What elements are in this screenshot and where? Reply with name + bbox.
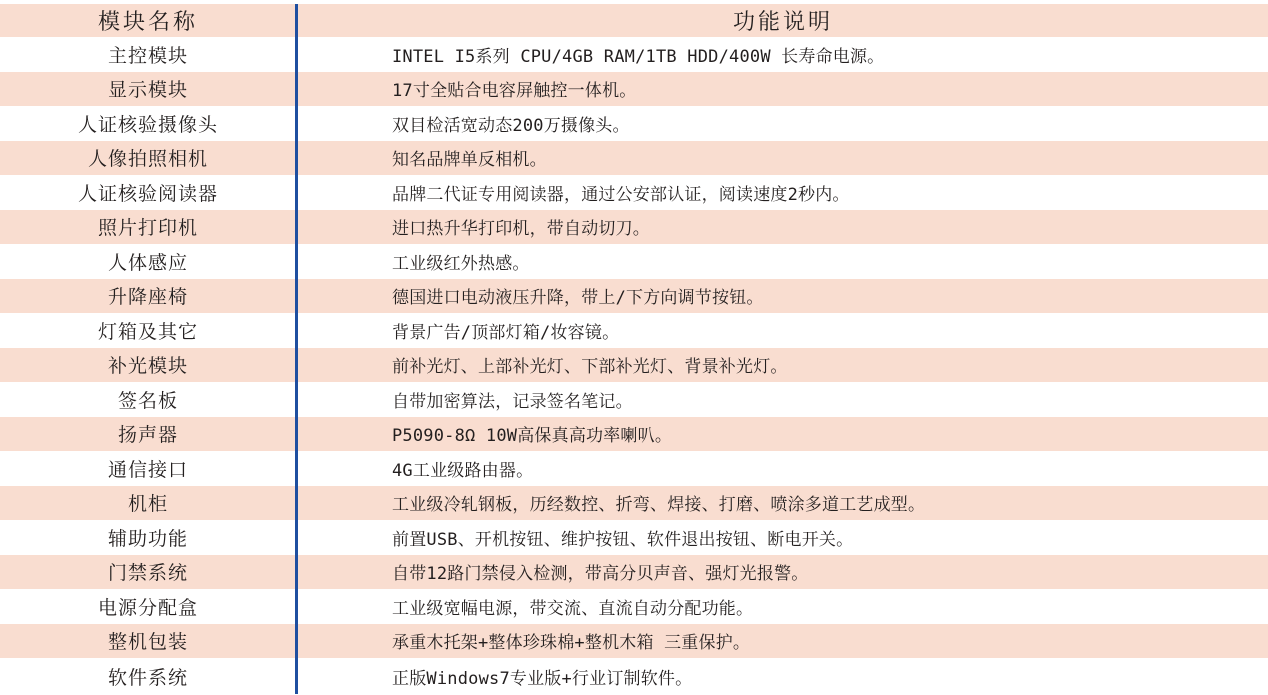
row-function-desc: 承重木托架+整体珍珠棉+整机木箱 三重保护。	[392, 633, 751, 654]
row-module-name: 机柜	[127, 493, 168, 516]
row-function-desc: 前置USB、开机按钮、维护按钮、软件退出按钮、断电开关。	[392, 529, 854, 550]
row-function-desc: 知名品牌单反相机。	[392, 150, 547, 171]
table-row	[0, 244, 1268, 279]
row-function-desc: 品牌二代证专用阅读器，通过公安部认证，阅读速度2秒内。	[392, 184, 850, 205]
row-module-name: 人体感应	[107, 251, 188, 274]
table-row	[0, 313, 1268, 348]
table-row	[0, 589, 1268, 624]
row-module-name: 人证核验摄像头	[77, 113, 218, 136]
row-function-desc: 正版Windows7专业版+行业订制软件。	[392, 668, 693, 689]
row-module-name: 辅助功能	[107, 527, 188, 550]
row-module-name: 扬声器	[117, 424, 178, 447]
table-row	[0, 417, 1268, 452]
row-module-name: 软件系统	[107, 666, 188, 689]
table-row	[0, 348, 1268, 383]
row-function-desc: 双目检活宽动态200万摄像头。	[392, 115, 630, 136]
row-module-name: 门禁系统	[107, 562, 188, 585]
row-function-desc: 进口热升华打印机，带自动切刀。	[392, 219, 650, 240]
row-function-desc: 德国进口电动液压升降，带上/下方向调节按钮。	[392, 288, 764, 309]
row-module-name: 通信接口	[107, 458, 188, 481]
row-module-name: 签名板	[117, 389, 178, 412]
table-row	[0, 37, 1268, 72]
table-row	[0, 141, 1268, 176]
row-function-desc: 自带12路门禁侵入检测，带高分贝声音、强灯光报警。	[392, 564, 809, 585]
row-module-name: 补光模块	[107, 355, 188, 378]
table-row	[0, 382, 1268, 417]
table-row	[0, 520, 1268, 555]
column-divider	[295, 4, 298, 694]
row-function-desc: 工业级冷轧钢板，历经数控、折弯、焊接、打磨、喷涂多道工艺成型。	[392, 495, 926, 516]
table-row	[0, 624, 1268, 659]
table-row	[0, 555, 1268, 590]
row-function-desc: P5090-8Ω 10W高保真高功率喇叭。	[392, 426, 673, 447]
row-function-desc: 前补光灯、上部补光灯、下部补光灯、背景补光灯。	[392, 357, 788, 378]
row-function-desc: 工业级红外热感。	[392, 253, 530, 274]
row-module-name: 人证核验阅读器	[77, 182, 218, 205]
row-function-desc: 4G工业级路由器。	[392, 460, 534, 481]
table-row	[0, 658, 1268, 694]
table-row	[0, 72, 1268, 107]
header-module-name: 模块名称	[97, 10, 198, 35]
table-row	[0, 210, 1268, 245]
row-function-desc: 背景广告/顶部灯箱/妆容镜。	[392, 322, 620, 343]
row-module-name: 照片打印机	[97, 217, 198, 240]
row-function-desc: INTEL I5系列 CPU/4GB RAM/1TB HDD/400W 长寿命电源。	[392, 46, 885, 67]
row-function-desc: 自带加密算法，记录签名笔记。	[392, 391, 633, 412]
table-header	[0, 4, 1268, 37]
row-function-desc: 17寸全贴合电容屏触控一体机。	[392, 81, 637, 102]
row-module-name: 人像拍照相机	[87, 148, 208, 171]
row-module-name: 升降座椅	[107, 286, 188, 309]
table-row	[0, 279, 1268, 314]
row-function-desc: 工业级宽幅电源，带交流、直流自动分配功能。	[392, 598, 754, 619]
row-module-name: 灯箱及其它	[97, 320, 198, 343]
table-row	[0, 486, 1268, 521]
row-module-name: 整机包装	[107, 631, 188, 654]
table-row	[0, 175, 1268, 210]
row-module-name: 主控模块	[107, 44, 188, 67]
row-module-name: 显示模块	[107, 79, 188, 102]
row-module-name: 电源分配盒	[97, 596, 198, 619]
table-row	[0, 106, 1268, 141]
header-function-desc: 功能说明	[732, 10, 833, 35]
table-row	[0, 451, 1268, 486]
